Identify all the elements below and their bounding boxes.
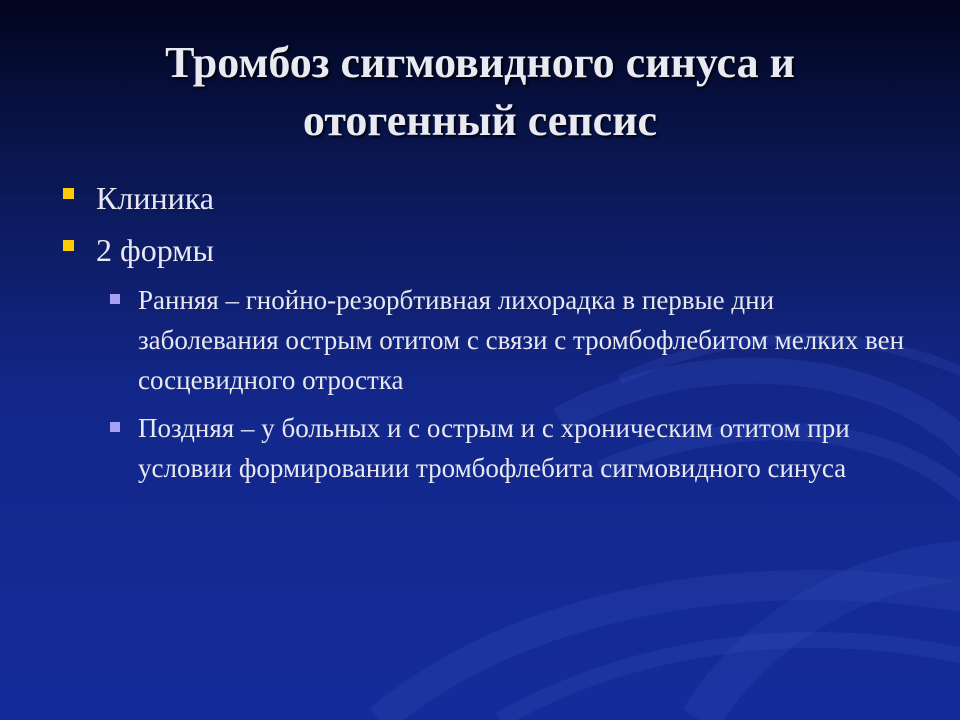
slide-body	[60, 176, 920, 496]
slide-title-line-1: Тромбоз сигмовидного синуса и	[165, 38, 795, 87]
sub-bullet-item-early-form-text: Ранняя – гнойно-резорбтивная лихорадка в первые дни заболевания острым отитом с связи с тромбофлебитом мелких вен сосцевидного отростка	[138, 285, 905, 395]
sub-bullet-item-early-form	[108, 280, 920, 400]
bullet-item-two-forms-text: 2 формы	[96, 232, 214, 268]
square-bullet-icon	[63, 188, 74, 199]
bullet-item-clinic-text: Клиника	[96, 180, 214, 216]
square-sub-bullet-icon	[110, 294, 120, 304]
bullet-item-two-forms	[60, 228, 920, 272]
slide-title	[40, 34, 920, 150]
sub-bullet-item-late-form	[108, 408, 920, 488]
sub-bullet-item-late-form-text: Поздняя – у больных и с острым и с хроническим отитом при условии формировании тромбофлебита сигмовидного синуса	[138, 413, 850, 483]
bullet-item-clinic	[60, 176, 920, 220]
square-sub-bullet-icon	[110, 422, 120, 432]
slide-title-line-2: отогенный сепсис	[302, 96, 658, 145]
square-bullet-icon	[63, 240, 74, 251]
